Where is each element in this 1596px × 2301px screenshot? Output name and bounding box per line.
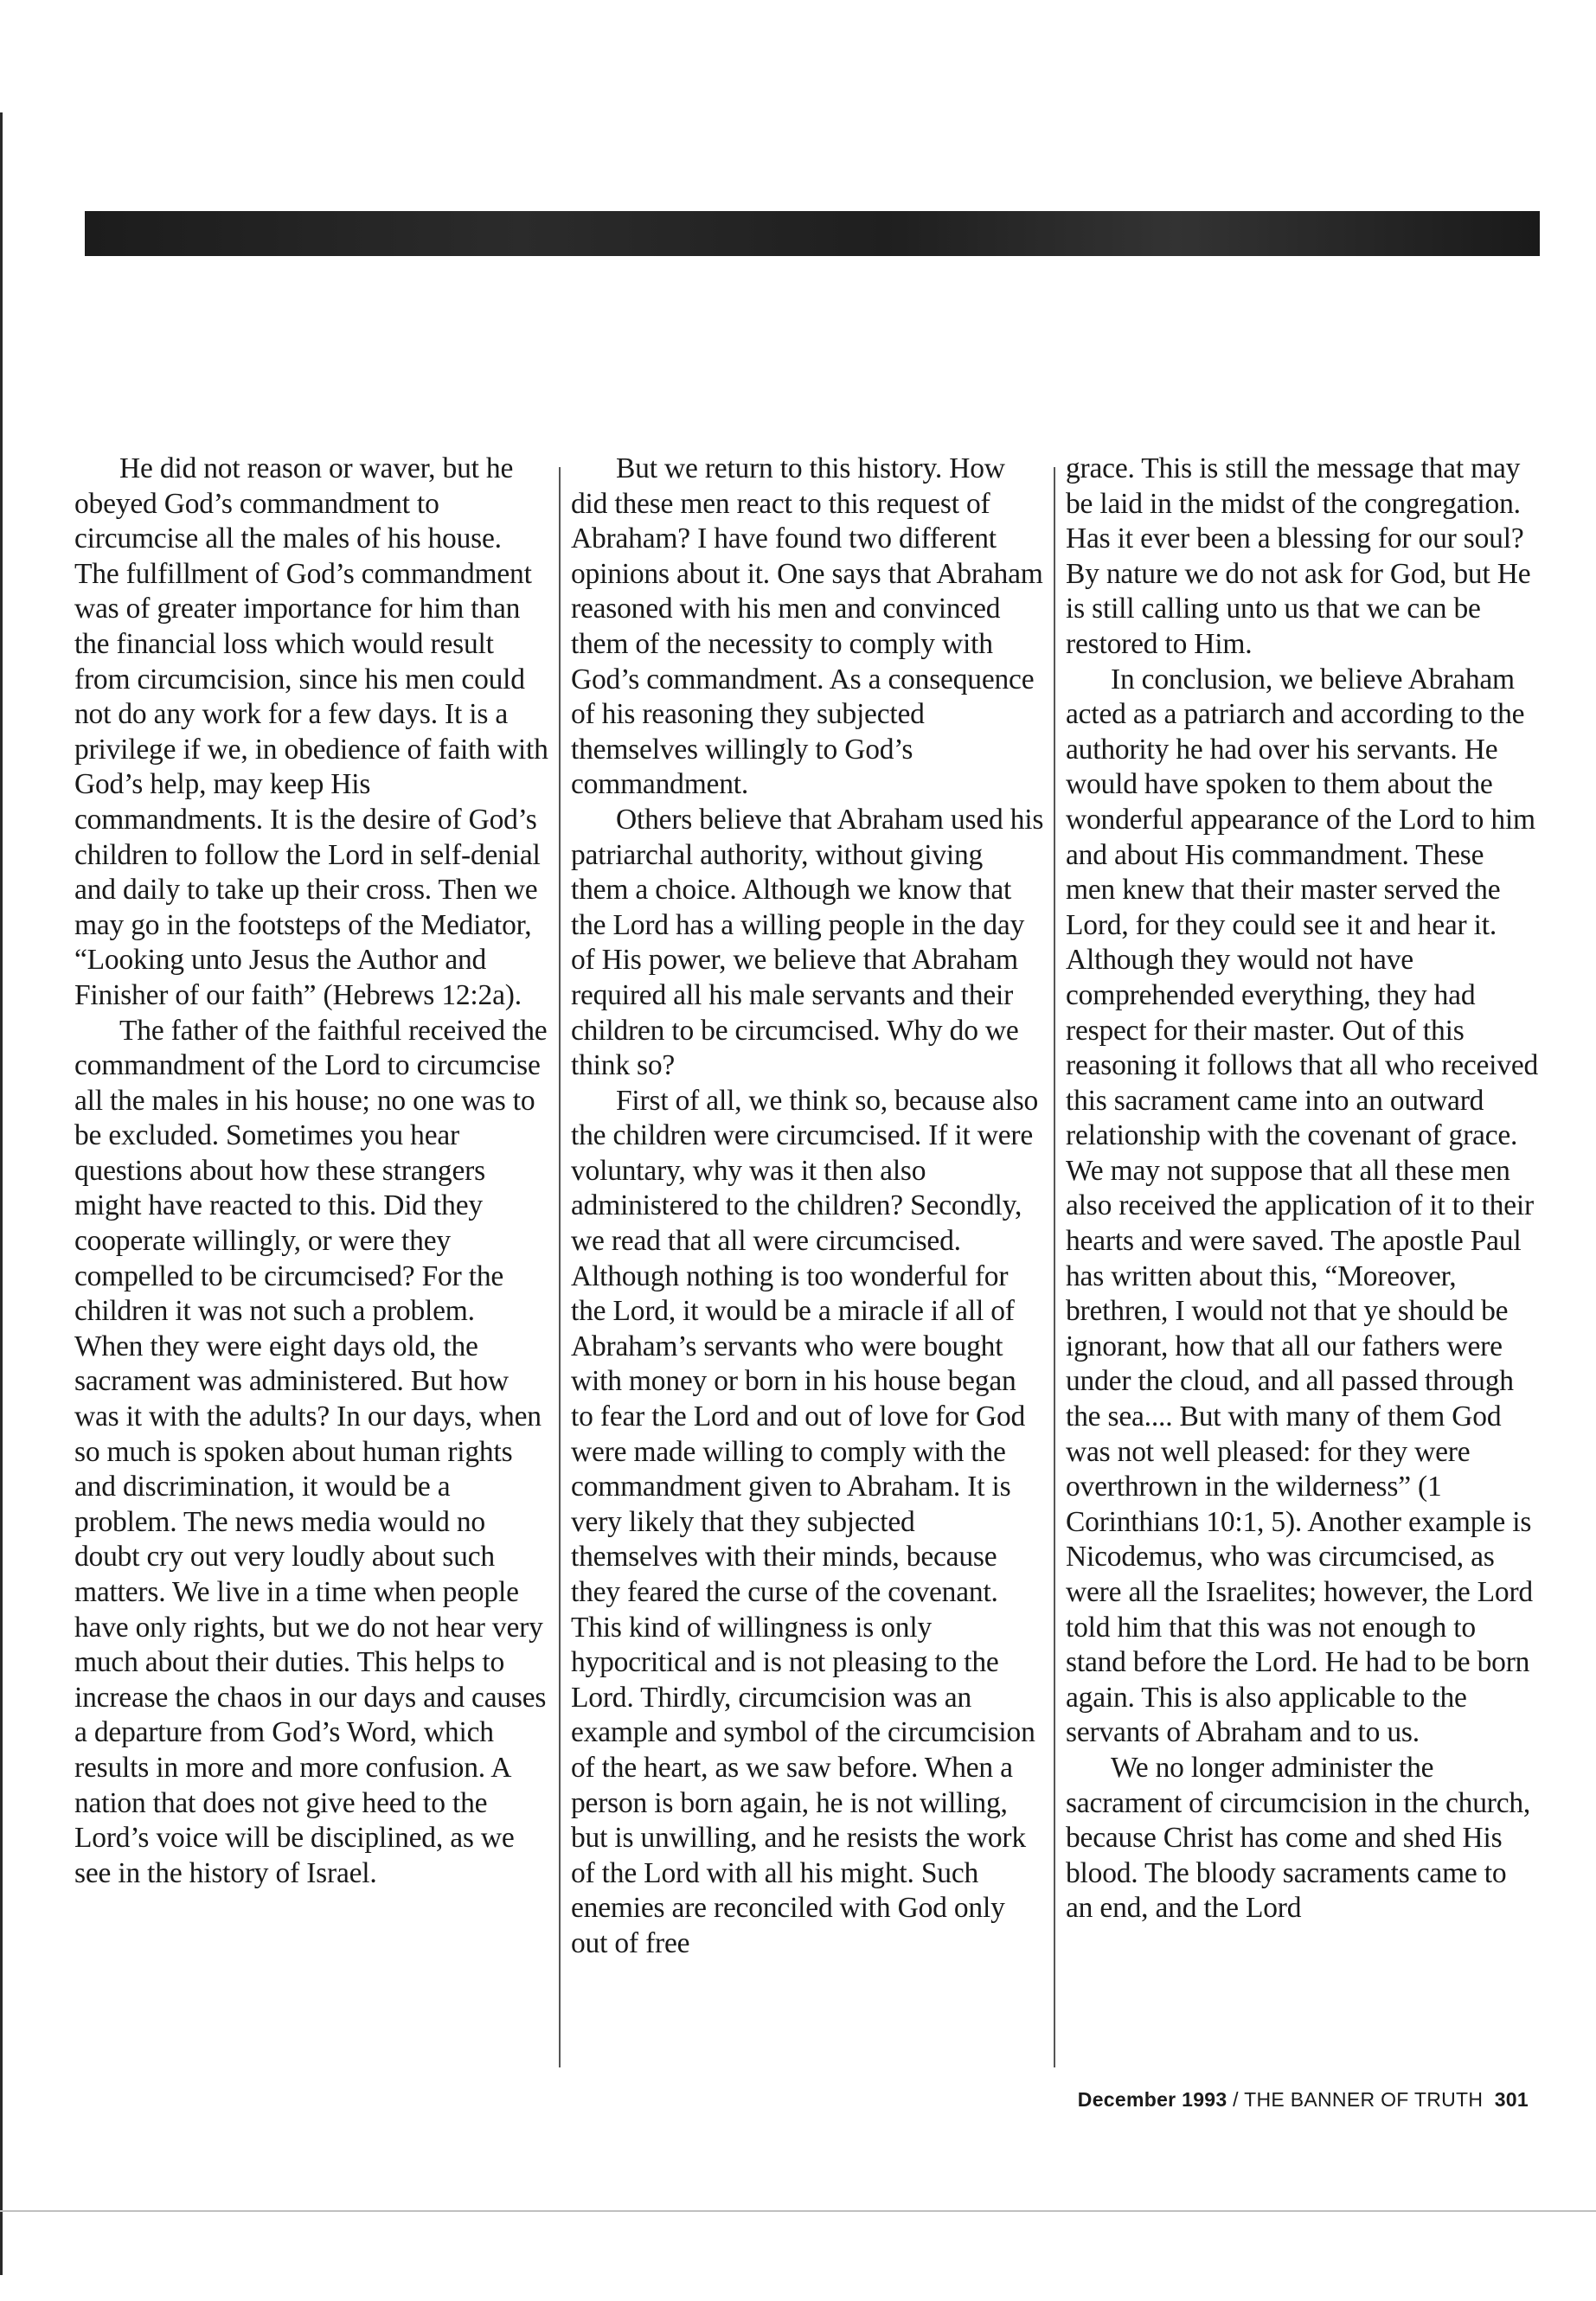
header-bar [85,211,1540,256]
page-footer [1078,2088,1529,2112]
footer-date: December 1993 [1077,2088,1227,2111]
text-column-3 [1066,452,1540,2078]
page-number: 301 [1494,2088,1529,2111]
paragraph: In conclusion, we believe Abraham acted as a patriarch and according to the authority he had over his servants. He would have spoken to them about the wonderful appearance of the Lord to him and about His commandment. These men knew that their master served the Lord, for they could see it and hear it. Although they would not have comprehended everything, they had respect for their master. Out of this reasoning it follows that all who received this sacrament came into an outward relationship with the covenant of grace. We may not suppose that all these men also received the application of it to their hearts and were saved. The apostle Paul has written about this, “Moreover, brethren, I would not that ye should be ignorant, how that all our fathers were under the cloud, and all passed through the sea.... But with many of them God was not well pleased: for they were overthrown in the wilderness” (1 Corinthians 10:1, 5). Another example is Nicodemus, who was circumcised, as were all the Israelites; however, the Lord told him that this was not enough to stand before the Lord. He had to be born again. This is also applicable to the servants of Abraham and to us. [1066,663,1539,1749]
paragraph: First of all, we think so, because also the children were circumcised. If it were voluntary, why was it then also administered to the children? Secondly, we read that all were circumcised. Although nothing is too wonderful for the Lord, it would be a miracle if all of Abraham’s servants who were bought with money or born in his house began to fear the Lord and out of love for God were made willing to comply with the commandment given to Abraham. It is very likely that they subjected themselves with their minds, because they feared the curse of the covenant. This kind of willingness is only hypocritical and is not pleasing to the Lord. Thirdly, circumcision was an example and symbol of the circumcision of the heart, as we saw before. When a person is born again, he is not willing, but is unwilling, and he resists the work of the Lord with all his might. Such enemies are reconciled with God only out of free [571,1084,1039,1959]
text-column-2 [571,452,1045,2078]
scan-bottom-line [0,2210,1596,2212]
paragraph: grace. This is still the message that may be laid in the midst of the congregation. Has it ever been a blessing for our soul? By nature we do not ask for God, but He is still calling unto us that we can be restored to Him. [1066,452,1531,660]
paragraph: But we return to this history. How did these men react to this request of Abraham? I have found two different opinions about it. One says that Abraham reasoned with his men and convinced them of the necessity to comply with God’s commandment. As a consequence of his reasoning they subjected themselves willingly to God’s commandment. [571,452,1043,801]
footer-publication: THE BANNER OF TRUTH [1244,2088,1484,2111]
paragraph: He did not reason or waver, but he obeyed God’s commandment to circumcise all the males of his house. The fulfillment of God’s commandment was of greater importance for him than the financial loss which would result from circumcision, since his men could not do any work for a few days. It is a privilege if we, in obedience of faith with God’s help, may keep His commandments. It is the desire of God’s children to follow the Lord in self-denial and daily to take up their cross. Then we may go in the footsteps of the Mediator, “Looking unto Jesus the Author and Finisher of our faith” (Hebrews 12:2a). [74,452,548,1011]
footer-separator: / [1227,2088,1245,2111]
paragraph: We no longer administer the sacrament of circumcision in the church, because Christ has come and shed His blood. The bloody sacraments came to an end, and the Lord [1066,1751,1531,1925]
paragraph: The father of the faithful received the commandment of the Lord to circumcise all the males in his house; no one was to be excluded. Sometimes you hear questions about how these strangers might have reacted to this. Did they cooperate willingly, or were they compelled to be circumcised? For the children it was not such a problem. When they were eight days old, the sacrament was administered. But how was it with the adults? In our days, when so much is spoken about human rights and discrimination, it would be a problem. The news media would no doubt cry out very loudly about such matters. We live in a time when people have only rights, but we do not hear very much about their duties. This helps to increase the chaos in our days and causes a departure from God’s Word, which results in more and more confusion. A nation that does not give heed to the Lord’s voice will be disciplined, as we see in the history of Israel. [74,1014,548,1889]
column-divider [559,467,561,2067]
text-column-1 [74,452,548,2078]
column-divider [1054,467,1055,2067]
paragraph: Others believe that Abraham used his patriarchal authority, without giving them a choice. Although we know that the Lord has a willing people in the day of His power, we believe that Abraham required all his male servants and their children to be circumcised. Why do we think so? [571,803,1044,1082]
scan-edge [0,112,3,2275]
